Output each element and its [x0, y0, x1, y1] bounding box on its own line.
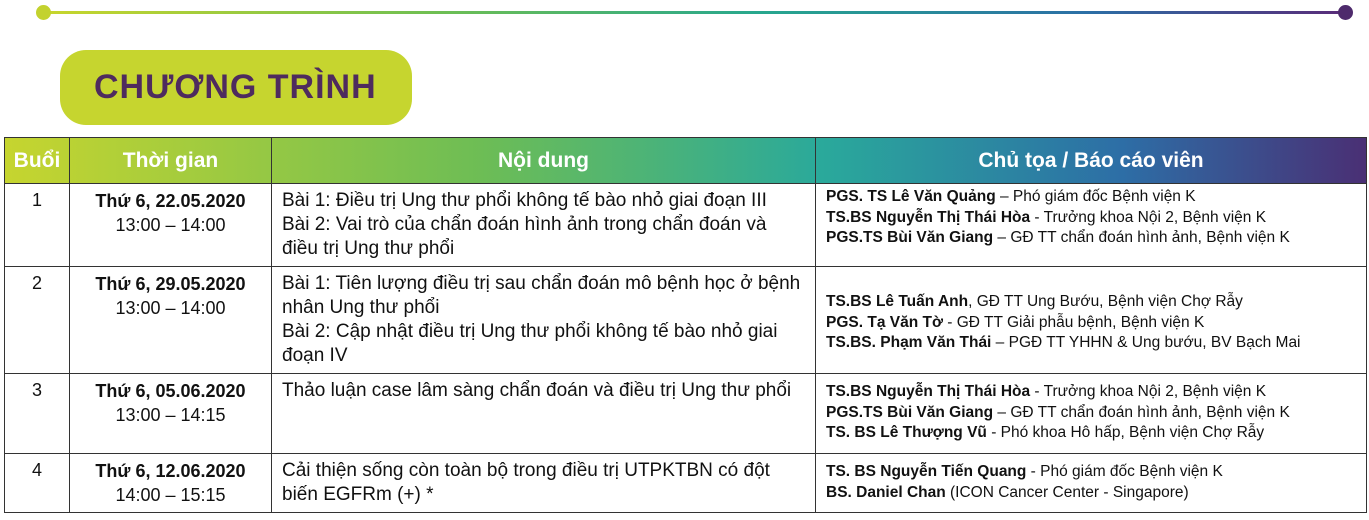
session-date: Thứ 6, 05.06.2020 — [95, 381, 246, 401]
speaker-name: TS.BS Nguyễn Thị Thái Hòa — [826, 383, 1031, 400]
speaker-role: – Phó giám đốc Bệnh viện K — [995, 188, 1196, 205]
table-row — [5, 454, 1367, 513]
program-title-badge — [60, 50, 412, 125]
speaker-entry — [826, 313, 1356, 334]
session-time — [70, 374, 272, 454]
session-content — [272, 267, 816, 374]
speaker-role: - Trưởng khoa Nội 2, Bệnh viện K — [1030, 208, 1267, 226]
session-hours: 13:00 – 14:00 — [115, 215, 226, 235]
speaker-entry — [826, 208, 1356, 229]
speaker-entry — [826, 403, 1356, 424]
speaker-entry — [826, 382, 1356, 403]
speaker-role: (ICON Cancer Center - Singapore) — [945, 483, 1189, 501]
speaker-entry — [826, 228, 1356, 249]
speaker-role: , GĐ TT Ung Bướu, Bệnh viện Chợ Rẫy — [968, 293, 1243, 310]
speaker-name: TS. BS Nguyễn Tiến Quang — [826, 463, 1027, 480]
table-row — [5, 184, 1367, 267]
content-item: Bài 2: Cập nhật điều trị Ung thư phổi không tế bào nhỏ giai đoạn IV — [282, 321, 778, 366]
content-item: Cải thiện sống còn toàn bộ trong điều trị UTPKTBN có đột biến EGFRm (+) * — [282, 460, 770, 505]
speaker-entry — [826, 187, 1356, 208]
decorative-gradient-line — [42, 11, 1347, 14]
header-time: Thời gian — [70, 138, 272, 184]
speaker-entry — [826, 483, 1356, 504]
content-item: Bài 1: Tiên lượng điều trị sau chẩn đoán mô bệnh học ở bệnh nhân Ung thư phổi — [282, 273, 801, 318]
speaker-role: - Phó khoa Hô hấp, Bệnh viện Chợ Rẫy — [986, 424, 1265, 441]
page-title: CHƯƠNG TRÌNH — [94, 68, 377, 106]
speaker-name: TS. BS Lê Thượng Vũ — [826, 424, 987, 441]
speaker-entry — [826, 292, 1356, 313]
schedule-table — [4, 137, 1367, 513]
speaker-name: BS. Daniel Chan — [826, 483, 946, 501]
session-date: Thứ 6, 12.06.2020 — [95, 461, 246, 481]
session-time — [70, 184, 272, 267]
speaker-entry — [826, 333, 1356, 354]
session-content — [272, 374, 816, 454]
speaker-role: – PGĐ TT YHHN & Ung bướu, BV Bạch Mai — [991, 334, 1301, 351]
table-row — [5, 374, 1367, 454]
speaker-role: – GĐ TT chẩn đoán hình ảnh, Bệnh viện K — [993, 403, 1290, 421]
table-header-row — [5, 138, 1367, 184]
speaker-name: TS.BS Nguyễn Thị Thái Hòa — [826, 208, 1031, 226]
session-speakers — [816, 454, 1367, 513]
speaker-name: PGS.TS Bùi Văn Giang — [826, 229, 994, 246]
speaker-role: – GĐ TT chẩn đoán hình ảnh, Bệnh viện K — [993, 229, 1290, 246]
session-speakers — [816, 374, 1367, 454]
decorative-dot-left — [36, 5, 51, 20]
speaker-name: TS.BS Lê Tuấn Anh — [826, 293, 969, 310]
header-session: Buổi — [5, 138, 70, 184]
session-content — [272, 184, 816, 267]
session-hours: 13:00 – 14:15 — [115, 405, 226, 425]
content-item: Thảo luận case lâm sàng chẩn đoán và điều trị Ung thư phổi — [282, 380, 792, 401]
session-time — [70, 454, 272, 513]
speaker-entry — [826, 462, 1356, 483]
session-number: 3 — [5, 374, 70, 454]
session-date: Thứ 6, 22.05.2020 — [95, 191, 246, 211]
speaker-name: PGS.TS Bùi Văn Giang — [826, 403, 994, 421]
speaker-entry — [826, 423, 1356, 444]
session-number: 1 — [5, 184, 70, 267]
header-speakers: Chủ tọa / Báo cáo viên — [816, 138, 1367, 184]
speaker-role: - Phó giám đốc Bệnh viện K — [1026, 463, 1223, 480]
session-date: Thứ 6, 29.05.2020 — [95, 274, 246, 294]
table-row — [5, 267, 1367, 374]
header-content: Nội dung — [272, 138, 816, 184]
session-time — [70, 267, 272, 374]
speaker-role: - Trưởng khoa Nội 2, Bệnh viện K — [1030, 383, 1267, 400]
session-content — [272, 454, 816, 513]
decorative-dot-right — [1338, 5, 1353, 20]
session-number: 2 — [5, 267, 70, 374]
content-item: Bài 1: Điều trị Ung thư phổi không tế bào nhỏ giai đoạn III — [282, 190, 767, 211]
session-speakers — [816, 267, 1367, 374]
session-hours: 13:00 – 14:00 — [115, 298, 226, 318]
speaker-name: TS.BS. Phạm Văn Thái — [826, 334, 992, 351]
session-number: 4 — [5, 454, 70, 513]
speaker-name: PGS. Tạ Văn Tờ — [826, 313, 943, 331]
content-item: Bài 2: Vai trò của chẩn đoán hình ảnh trong chẩn đoán và điều trị Ung thư phổi — [282, 214, 767, 259]
session-hours: 14:00 – 15:15 — [115, 485, 226, 505]
speaker-role: - GĐ TT Giải phẫu bệnh, Bệnh viện K — [942, 313, 1205, 331]
session-speakers — [816, 184, 1367, 267]
speaker-name: PGS. TS Lê Văn Quảng — [826, 188, 996, 205]
